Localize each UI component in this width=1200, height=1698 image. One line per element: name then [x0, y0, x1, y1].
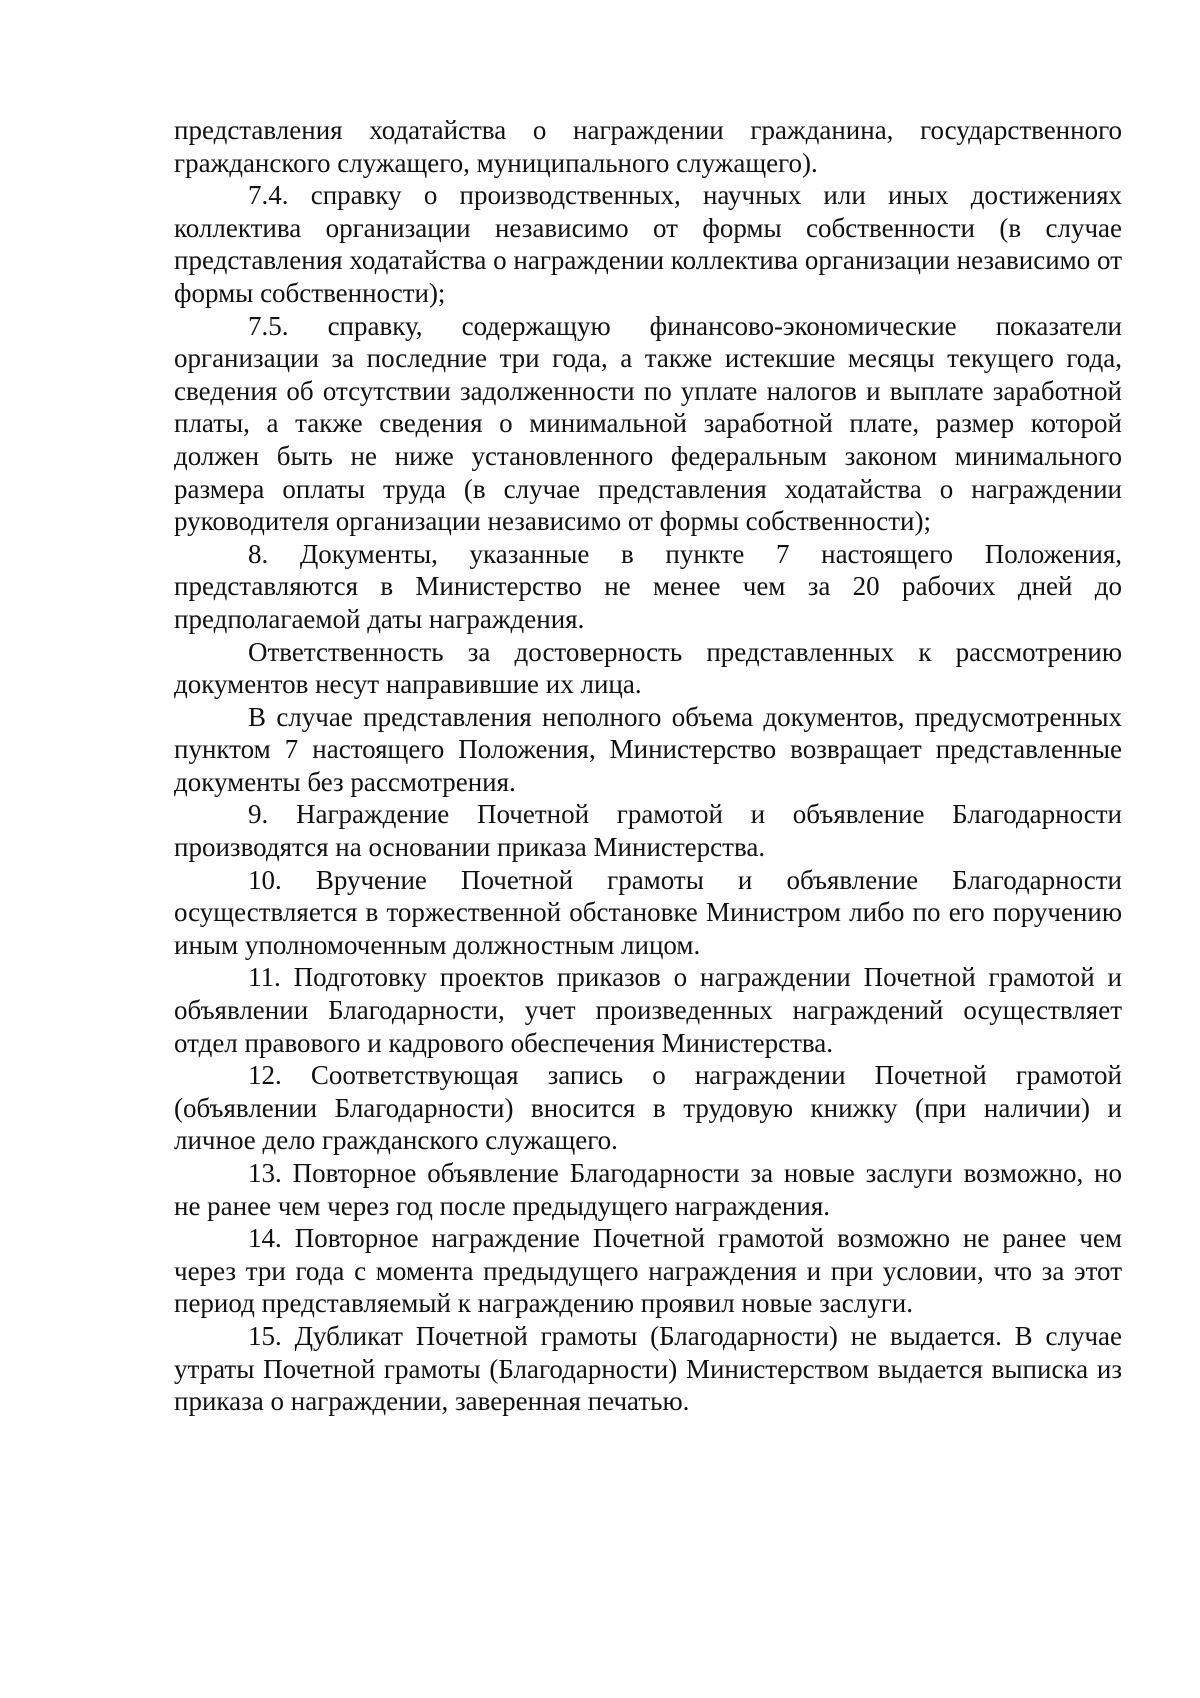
- paragraph-continuation: представления ходатайства о награждении гражданина, государственного гражданского служащего, муниципального служащего).: [174, 115, 1122, 178]
- paragraph-incomplete-documents: В случае представления неполного объема документов, предусмотренных пунктом 7 настоящего Положения, Министерство возвращает представленные документы без рассмотрения.: [174, 701, 1122, 797]
- paragraph-7-4: 7.4. справку о производственных, научных или иных достижениях коллектива организации независимо от формы собственности (в случае представления ходатайства о награждении коллектива организации независимо от формы собственности);: [174, 180, 1122, 308]
- paragraph-9: 9. Награждение Почетной грамотой и объявление Благодарности производятся на основании приказа Министерства.: [174, 799, 1122, 863]
- paragraph-15: 15. Дубликат Почетной грамоты (Благодарности) не выдается. В случае утраты Почетной грамоты (Благодарности) Министерством выдается выписка из приказа о награждении, заверенная печатью.: [174, 1320, 1122, 1417]
- paragraph-12: 12. Соответствующая запись о награждении Почетной грамотой (объявлении Благодарности) вносится в трудовую книжку (при наличии) и личное дело гражданского служащего.: [174, 1060, 1122, 1156]
- paragraph-responsibility: Ответственность за достоверность представленных к рассмотрению документов несут направившие их лица.: [174, 636, 1122, 700]
- document-body: [174, 114, 1122, 1418]
- paragraph-8: 8. Документы, указанные в пункте 7 настоящего Положения, представляются в Министерство не менее чем за 20 рабочих дней до предполагаемой даты награждения.: [174, 538, 1122, 634]
- paragraph-14: 14. Повторное награждение Почетной грамотой возможно не ранее чем через три года с момента предыдущего награждения и при условии, что за этот период представляемый к награждению проявил новые заслуги.: [174, 1223, 1122, 1319]
- paragraph-10: 10. Вручение Почетной грамоты и объявление Благодарности осуществляется в торжественной обстановке Министром либо по его поручению иным уполномоченным должностным лицом.: [174, 864, 1122, 960]
- paragraph-11: 11. Подготовку проектов приказов о награждении Почетной грамотой и объявлении Благодарности, учет произведенных награждений осуществляет отдел правового и кадрового обеспечения Министерства.: [174, 962, 1122, 1058]
- paragraph-7-5: 7.5. справку, содержащую финансово-экономические показатели организации за последние три года, а также истекшие месяцы текущего года, сведения об отсутствии задолженности по уплате налогов и выплате заработной платы, а также сведения о минимальной заработной плате, размер которой должен быть не ниже установленного федеральным законом минимального размера оплаты труда (в случае представления ходатайства о награждении руководителя организации независимо от формы собственности);: [174, 310, 1122, 537]
- paragraph-13: 13. Повторное объявление Благодарности за новые заслуги возможно, но не ранее чем через год после предыдущего награждения.: [174, 1158, 1122, 1221]
